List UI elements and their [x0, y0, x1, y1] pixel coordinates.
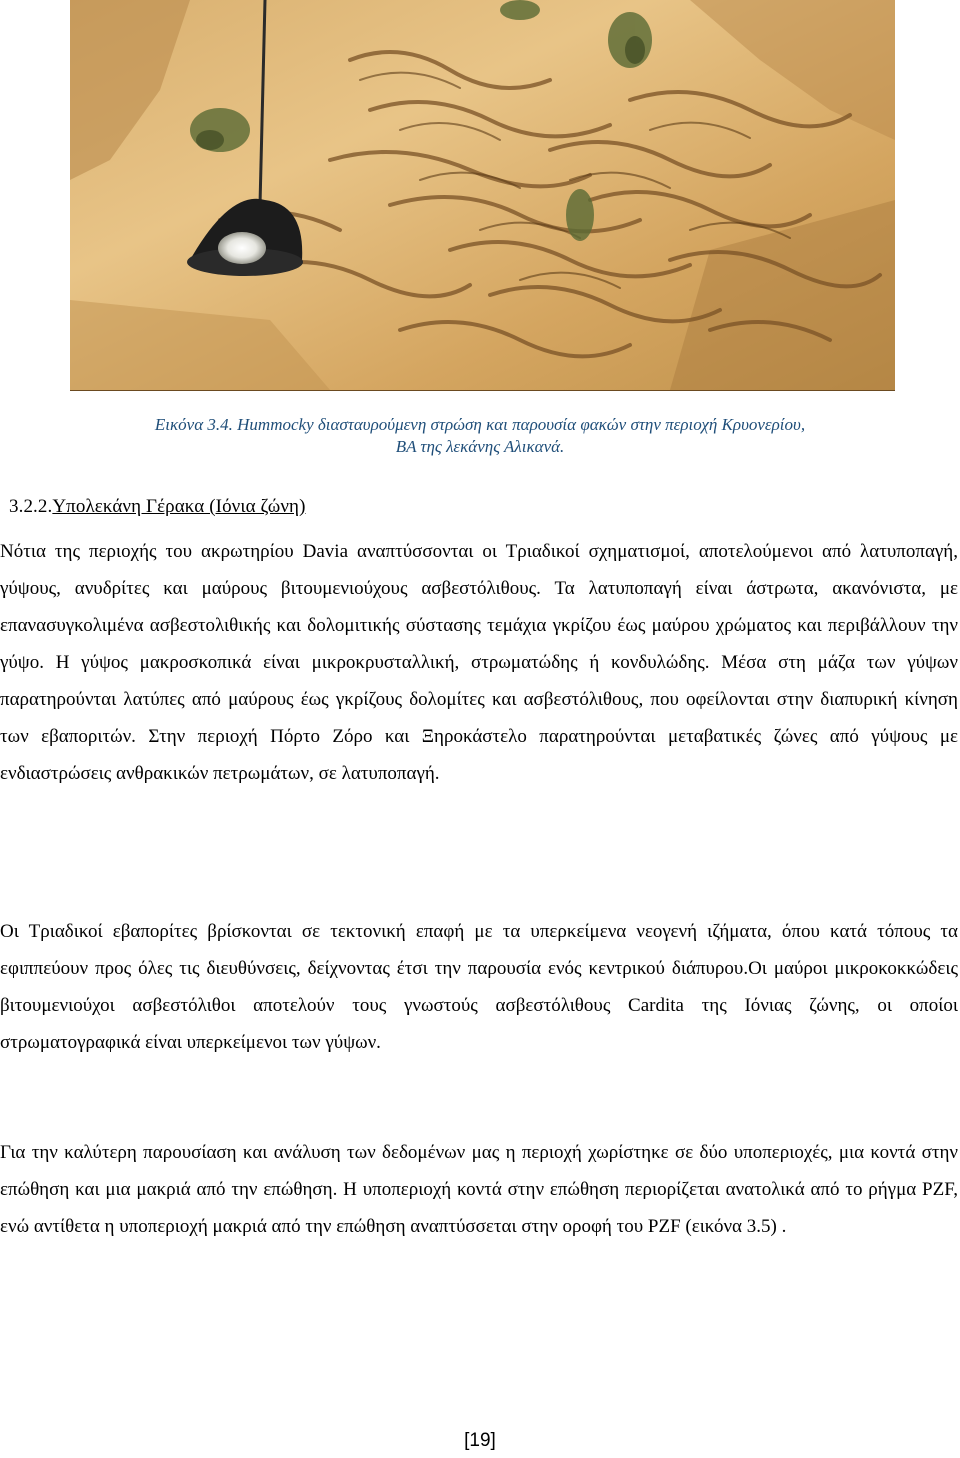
paragraph-2: Οι Τριαδικοί εβαπορίτες βρίσκονται σε τεκτονική επαφή με τα υπερκείμενα νεογενή ιζήματα, όπου κατά τόπους τα εφιππεύουν προς όλες τις διευθύνσεις, δείχνοντας έτσι την παρουσία ενός κεντρικού διάπυρου.Οι μαύροι μικροκοκκώδεις βιτουμενιούχοι ασβεστόλιθοι αποτελούν τους γνωστούς ασβεστόλιθους Cardita της Ιόνιας ζώνης, οι οποίοι στρωματογραφικά είναι υπερκείμενοι των γύψων.	[0, 921, 958, 1053]
section-title: Υπολεκάνη Γέρακα (Ιόνια ζώνη)	[52, 496, 306, 517]
paragraph-1: Νότια της περιοχής του ακρωτηρίου Davia αναπτύσσονται οι Τριαδικοί σχηματισμοί, αποτελούμενοι από λατυποπαγή, γύψους, ανυδρίτες και μαύρους βιτουμενιούχους ασβεστόλιθους. Τα λατυποπαγή είναι άστρωτα, ακανόνιστα, με επανασυγκολιμένα ασβεστολιθικής και δολομιτικής σύστασης τεμάχια γκρίζου έως μαύρου χρώματος και περιβάλλουν την γύψο. Η γύψος μακροσκοπικά είναι μικροκρυσταλλική, στρωματώδης ή κονδυλώδης. Μέσα στη μάζα των γύψων παρατηρούνται λατύπες από μαύρους έως γκρίζους δολομίτες και ασβεστόλιθους, που οφείλονται στην διαπυρική κίνηση των εβαποριτών. Στην περιοχή Πόρτο Ζόρο και Ξηροκάστελο παρατηρούνται μεταβατικές ζώνες από γύψους με ενδιαστρώσεις ανθρακικών πετρωμάτων, σε λατυποπαγή.	[0, 541, 958, 784]
section-heading	[9, 494, 306, 520]
section-number: 3.2.2.	[9, 496, 53, 517]
page-number: [19]	[464, 1430, 496, 1451]
paragraph-3: Για την καλύτερη παρουσίαση και ανάλυση των δεδομένων μας η περιοχή χωρίστηκε σε δύο υποπεριοχές, μια κοντά στην επώθηση και μια μακριά από την επώθηση. Η υποπεριοχή κοντά στην επώθηση περιορίζεται ανατολικά από το ρήγμα PZF, ενώ αντίθετα η υποπεριοχή μακριά από την επώθηση αναπτύσσεται στην οροφή του PZF (εικόνα 3.5) .	[0, 1142, 958, 1237]
caption-line-2: ΒΑ της λεκάνης Αλικανά.	[395, 437, 565, 456]
figure-caption	[60, 414, 900, 458]
caption-line-1: Εικόνα 3.4. Hummocky διασταυρούμενη στρώση και παρουσία φακών στην περιοχή Κρυονερίου,	[154, 415, 806, 434]
outcrop-photo	[70, 0, 895, 391]
